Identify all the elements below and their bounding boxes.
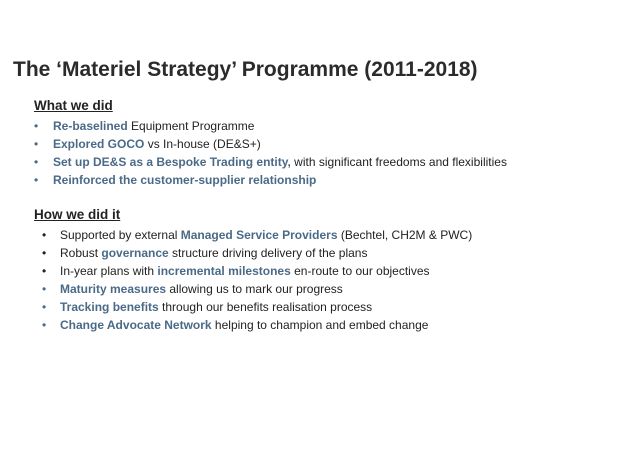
- list-item: [34, 117, 594, 135]
- list-item: [42, 262, 602, 280]
- bullet-icon: •: [42, 300, 47, 314]
- item-text-post: allowing us to mark our progress: [166, 282, 343, 296]
- list-item: [42, 244, 602, 262]
- highlight-text: Explored GOCO: [53, 137, 145, 151]
- highlight-text: Managed Service Providers: [180, 228, 338, 242]
- list-item: [34, 135, 594, 153]
- list-item: [34, 171, 594, 189]
- list-item: [42, 298, 602, 316]
- item-text-post: through our benefits realisation process: [158, 300, 373, 314]
- item-text-pre: Robust: [60, 246, 102, 260]
- item-text: Equipment Programme: [127, 119, 255, 133]
- list-item: [42, 280, 602, 298]
- list-item: [34, 153, 594, 171]
- what-we-did-list: [34, 117, 594, 189]
- bullet-icon: •: [42, 264, 47, 278]
- item-text: vs In-house (DE&S+): [144, 137, 261, 151]
- item-text-post: helping to champion and embed change: [211, 318, 429, 332]
- highlight-text: incremental milestones: [157, 264, 291, 278]
- highlight-text: Reinforced the customer-supplier relationship: [53, 173, 317, 187]
- highlight-text: Set up DE&S as a Bespoke Trading entity,: [53, 155, 291, 169]
- highlight-text: Maturity measures: [60, 282, 167, 296]
- item-text-post: (Bechtel, CH2M & PWC): [337, 228, 473, 242]
- highlight-text: Change Advocate Network: [60, 318, 212, 332]
- bullet-icon: •: [42, 318, 47, 332]
- item-text: with significant freedoms and flexibilities: [290, 155, 507, 169]
- bullet-icon: •: [34, 173, 39, 187]
- bullet-icon: •: [34, 119, 39, 133]
- bullet-icon: •: [42, 282, 47, 296]
- bullet-icon: •: [34, 155, 39, 169]
- item-text-post: en-route to our objectives: [290, 264, 430, 278]
- highlight-text: Tracking benefits: [60, 300, 159, 314]
- highlight-text: Re-baselined: [53, 119, 128, 133]
- bullet-icon: •: [42, 228, 47, 242]
- section-heading-how-we-did-it: How we did it: [34, 207, 121, 222]
- highlight-text: governance: [101, 246, 169, 260]
- bullet-icon: •: [42, 246, 47, 260]
- how-we-did-it-list: [42, 226, 602, 334]
- item-text-post: structure driving delivery of the plans: [168, 246, 368, 260]
- list-item: [42, 226, 602, 244]
- section-heading-what-we-did: What we did: [34, 98, 113, 113]
- bullet-icon: •: [34, 137, 39, 151]
- item-text-pre: In-year plans with: [60, 264, 158, 278]
- page-title: The ‘Materiel Strategy’ Programme (2011-2018): [13, 58, 478, 81]
- item-text-pre: Supported by external: [60, 228, 181, 242]
- list-item: [42, 316, 602, 334]
